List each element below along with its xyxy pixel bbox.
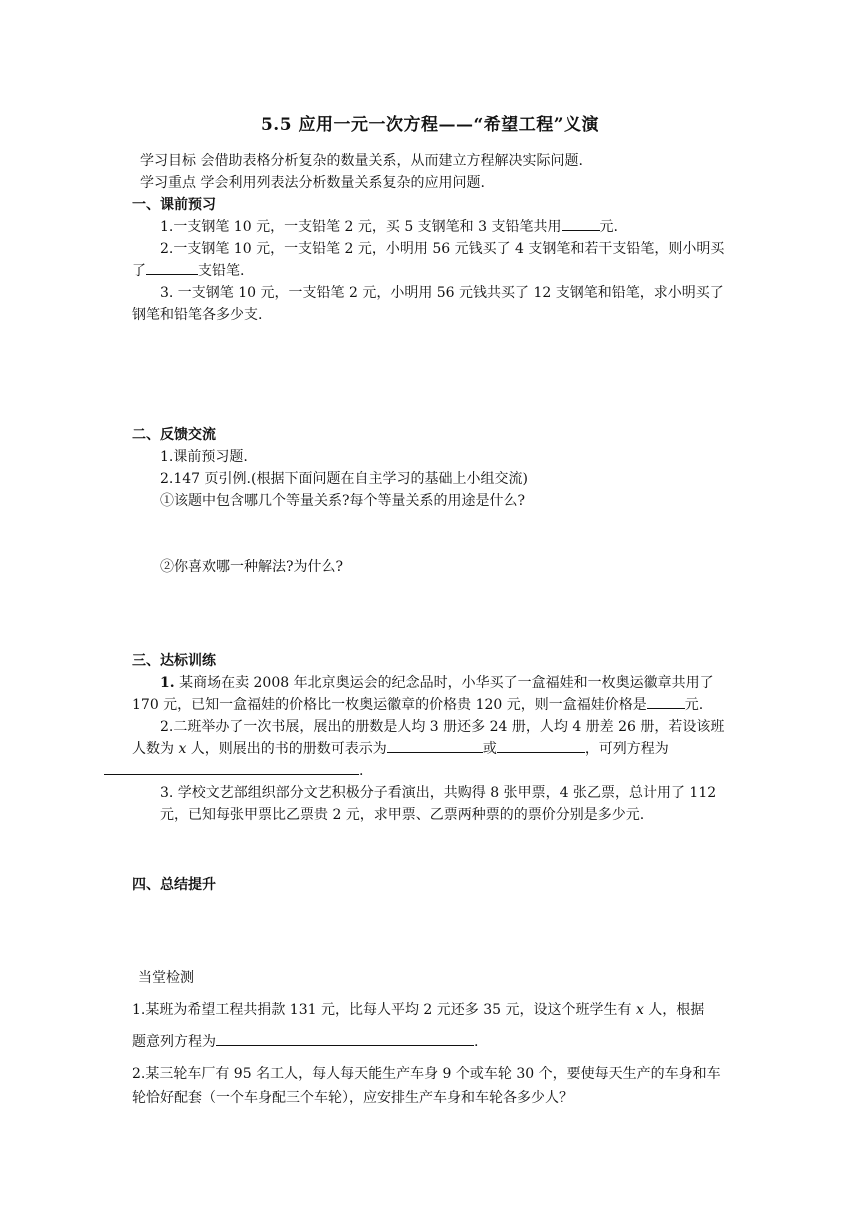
section-training (132, 650, 732, 826)
discussion-question-a: ①该题中包含哪几个等量关系?每个等量关系的用途是什么? (160, 493, 526, 509)
section-heading: 一、课前预习 (132, 197, 216, 213)
question-text: 2.二班举办了一次书展，展出的册数是人均 3 册还多 24 册，人均 4 册差 26 册，若设该班人数为 (132, 719, 725, 757)
answer-blank (497, 738, 585, 753)
check-question-2: 2.某三轮车厂有 95 名工人，每人每天能生产车身 9 个或车轮 30 个，要使每天生产的车身和车轮恰好配套（一个车身配三个车轮），应安排生产车身和车轮各多少人？ (132, 1066, 721, 1106)
check-question-1 (132, 994, 732, 1058)
feedback-item-2: 2.147 页引例.(根据下面问题在自主学习的基础上小组交流) (160, 471, 528, 487)
question-text: . (474, 1034, 479, 1050)
question-2 (132, 238, 732, 282)
question-number: 1. (160, 675, 175, 691)
question-text: 1.某班为希望工程共捐款 131 元，比每人平均 2 元还多 35 元，设这个班学生有 (132, 1002, 636, 1018)
question-text: 人，根据 (643, 1002, 705, 1018)
question-text: 题意列方程为 (132, 1034, 216, 1050)
discussion-question-b-wrap (132, 556, 732, 578)
answer-blank (146, 260, 198, 275)
section-heading: 三、达标训练 (132, 653, 216, 669)
question-text: 元. (599, 219, 618, 235)
question-3: 3. 一支钢笔 10 元，一支铅笔 2 元，小明用 56 元钱共买了 12 支钢笔和铅笔，求小明买了钢笔和铅笔各多少支. (132, 285, 724, 323)
question-text: 某商场在卖 2008 年北京奥运会的纪念品时，小华买了一盒福娃和一枚奥运徽章共用了 170 元，已知一盒福娃的价格比一枚奥运徽章的价格贵 120 元，则一盒福娃价格是 (132, 675, 714, 713)
question-text: 支铅笔. (198, 263, 245, 279)
section-heading: 四、总结提升 (132, 877, 216, 893)
question-1 (132, 216, 732, 238)
section-preview (132, 194, 732, 326)
variable-x: x (178, 741, 187, 757)
section-check (132, 962, 732, 1110)
question-text: ，可列方程为 (584, 741, 669, 757)
section-summary (132, 874, 732, 896)
check-heading: 当堂检测 (138, 970, 194, 986)
answer-blank (647, 694, 685, 709)
question-text: 人，则展出的书的册数可表示为 (186, 741, 387, 757)
learning-objective: 学习目标 会借助表格分析复杂的数量关系，从而建立方程解决实际问题. (140, 153, 583, 169)
question-text: 1.一支钢笔 10 元，一支铅笔 2 元，买 5 支钢笔和 3 支铅笔共用 (160, 219, 562, 235)
question-text: 或 (482, 741, 497, 757)
question-text: 元. (684, 697, 704, 713)
answer-blank (387, 738, 483, 753)
training-question-3: 3. 学校文艺部组织部分文艺积极分子看演出，共购得 8 张甲票，4 张乙票，总计用了 112 元，已知每张甲票比乙票贵 2 元，求甲票、乙票两种票的的票价分别是多少元. (160, 785, 717, 823)
question-text: . (359, 763, 364, 779)
learning-goals (132, 150, 732, 194)
training-question-2 (132, 716, 732, 782)
answer-blank (104, 760, 359, 775)
question-text: 2.一支钢笔 10 元，一支铅笔 2 元，小明用 56 元钱买了 4 支钢笔和若干支铅笔，则小明买了 (132, 241, 725, 279)
discussion-question-b: ②你喜欢哪一种解法?为什么? (160, 559, 344, 575)
feedback-item-1: 1.课前预习题. (160, 449, 248, 465)
variable-x: x (635, 1002, 644, 1018)
section-heading: 二、反馈交流 (132, 427, 216, 443)
answer-blank (216, 1031, 474, 1046)
training-question-1 (132, 672, 732, 716)
learning-focus: 学习重点 学会利用列表法分析数量关系复杂的应用问题. (140, 175, 485, 191)
section-feedback (132, 424, 732, 512)
answer-blank (562, 216, 600, 231)
page-title: 5.5 应用一元一次方程——“希望工程”义演 (260, 115, 600, 135)
